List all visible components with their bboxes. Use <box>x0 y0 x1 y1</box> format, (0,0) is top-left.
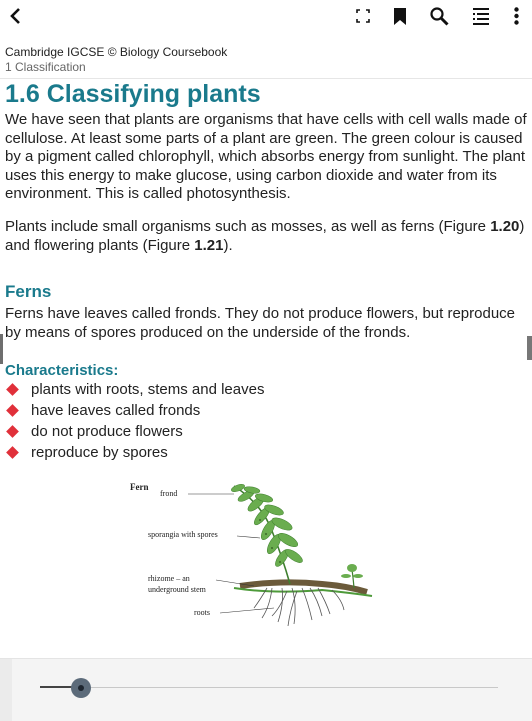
diamond-bullet-icon <box>6 383 19 396</box>
bookmark-button[interactable] <box>390 4 410 28</box>
back-chevron-icon <box>9 8 23 24</box>
rhizome-label: rhizome – an <box>148 574 190 583</box>
fern-illustration <box>122 476 390 634</box>
list-item <box>5 421 264 442</box>
table-of-contents-button[interactable] <box>470 4 492 28</box>
table-of-contents-icon <box>473 8 489 25</box>
figure-title: Fern <box>130 482 149 492</box>
ferns-heading: Ferns <box>5 282 52 301</box>
diamond-bullet-icon <box>6 425 19 438</box>
book-title: Cambridge IGCSE © Biology Coursebook <box>5 45 228 59</box>
reader-footer <box>0 658 532 721</box>
page-edge-handle-right[interactable] <box>527 336 532 360</box>
more-vertical-icon <box>514 7 519 25</box>
characteristics-list <box>5 379 264 463</box>
more-options-button[interactable] <box>506 4 526 28</box>
search-icon <box>430 7 449 26</box>
list-item-text: plants with roots, stems and leaves <box>31 381 265 398</box>
list-item-text: have leaves called fronds <box>31 402 201 419</box>
chapter-label: 1 Classification <box>5 60 86 74</box>
diamond-bullet-icon <box>6 446 19 459</box>
bookmark-icon <box>394 8 406 25</box>
plants-paragraph-text: ) and flowering plants (Figure <box>5 218 525 254</box>
plants-paragraph <box>5 218 527 255</box>
list-item <box>5 400 264 421</box>
plants-paragraph-text: Plants include small organisms such as mosses, as well as ferns (Figure <box>5 218 491 235</box>
list-item-text: do not produce flowers <box>31 423 183 440</box>
footer-left-edge <box>0 659 12 721</box>
diamond-bullet-icon <box>6 404 19 417</box>
fern-figure <box>122 476 390 634</box>
characteristics-heading: Characteristics: <box>5 362 119 379</box>
fullscreen-button[interactable] <box>352 4 374 28</box>
page-edge-handle-left[interactable] <box>0 334 3 364</box>
figure-ref-link[interactable]: 1.21 <box>194 236 224 254</box>
frond-label: frond <box>160 489 178 498</box>
plants-paragraph-text: ). <box>223 236 233 254</box>
back-button[interactable] <box>4 4 28 28</box>
fullscreen-icon <box>356 9 370 23</box>
slider-thumb-dot <box>78 685 84 691</box>
page-progress-slider[interactable] <box>40 687 498 688</box>
search-button[interactable] <box>428 4 450 28</box>
list-item <box>5 442 264 463</box>
figure-ref-link[interactable]: 1.20 <box>490 218 520 235</box>
slider-thumb[interactable] <box>71 678 91 698</box>
list-item-text: reproduce by spores <box>31 444 168 461</box>
section-title: 1.6 Classifying plants <box>5 80 261 108</box>
list-item <box>5 379 264 400</box>
sporangia-label: sporangia with spores <box>148 530 218 539</box>
ferns-paragraph: Ferns have leaves called fronds. They do not produce flowers, but reproduce by means of spores produced on the underside of the fronds. <box>5 305 516 341</box>
top-toolbar <box>0 0 532 32</box>
roots-label: roots <box>194 608 210 617</box>
rhizome-label-line2: underground stem <box>148 585 206 594</box>
book-header <box>0 32 532 79</box>
intro-paragraph: We have seen that plants are organisms that have cells with cell walls made of cellulose. At least some parts of a plant are green. The green colour is caused by a pigment called chlorophyll, which absorbs energy from sunlight. The plant uses this energy to make glucose, using carbon dioxide and water from its environment. This is called photosynthesis. <box>5 111 527 203</box>
